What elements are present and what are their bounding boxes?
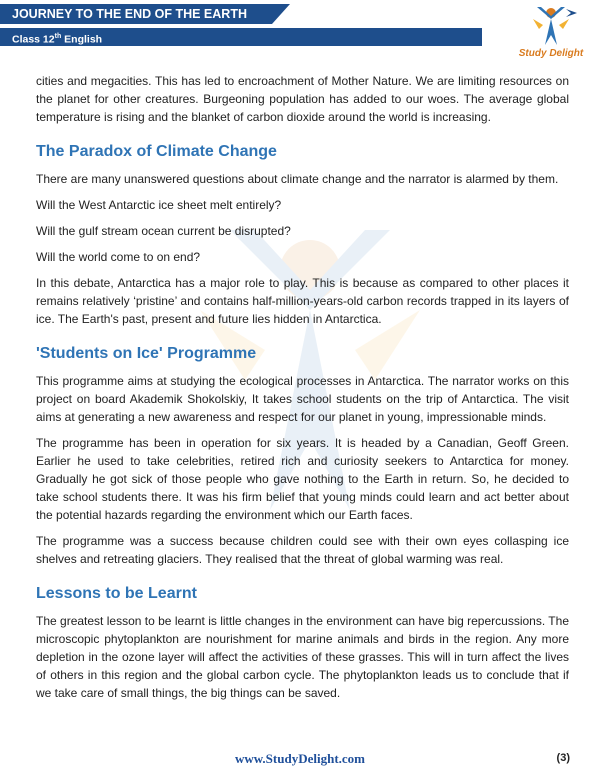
paradox-question-2: Will the gulf stream ocean current be disrupted? bbox=[36, 224, 291, 238]
heading-lessons: Lessons to be Learnt bbox=[36, 585, 197, 602]
logo-figure-icon bbox=[511, 5, 591, 49]
students-paragraph-3: The programme was a success because children could see with their own eyes collasping ice shelves and retreating glaciers. They realised that the threat of global warming was real. bbox=[36, 534, 569, 566]
page-footer bbox=[0, 751, 600, 771]
paradox-paragraph-1: There are many unanswered questions about climate change and the narrator is alarmed by them. bbox=[36, 172, 559, 186]
class-number: Class 12 bbox=[12, 33, 55, 46]
paradox-question-3: Will the world come to on end? bbox=[36, 250, 201, 264]
intro-paragraph: cities and megacities. This has led to encroachment of Mother Nature. We are limiting resources on the planet for other creatures. Burgeoning population has added to our woes. The average global temperature is rising and the blanket of carbon dioxide around the world is increasing. bbox=[36, 74, 569, 124]
paradox-question-1: Will the West Antarctic ice sheet melt entirely? bbox=[36, 198, 282, 212]
page-header bbox=[0, 0, 600, 59]
footer-website-link[interactable]: www.StudyDelight.com bbox=[234, 751, 365, 766]
logo-text: Study Delight bbox=[518, 48, 584, 59]
page-number: (3) bbox=[556, 752, 570, 764]
students-paragraph-2: The programme has been in operation for six years. It is headed by a Canadian, Geoff Green. Earlier he used to take celebrities, retired rich and curiosity seekers to Antarctica for money. Gradually he got sick of those people who gave nothing to the Earth in return. So, he decided to take school students there. It was his firm belief that young minds could learn and act better about the potential hazards regarding the environment which our Earth faces. bbox=[36, 436, 569, 522]
heading-students-on-ice: 'Students on Ice' Programme bbox=[36, 345, 257, 362]
chapter-title: JOURNEY TO THE END OF THE EARTH bbox=[0, 4, 272, 24]
study-delight-logo bbox=[511, 5, 591, 63]
heading-paradox: The Paradox of Climate Change bbox=[36, 143, 277, 160]
class-subject: English bbox=[61, 33, 103, 46]
class-label bbox=[0, 28, 482, 46]
students-paragraph-1: This programme aims at studying the ecological processes in Antarctica. The narrator works on this project on board Akademik Shokolskiy, It takes school students on the trip of Antarctica. The visit aims at generating a new awareness and respect for our planet in young, impressionable minds. bbox=[36, 374, 569, 424]
paradox-paragraph-2: In this debate, Antarctica has a major role to play. This is because as compared to other places it remains relatively ‘pristine’ and contains half-million-years-old carbon records trapped in its layers of ice. The Earth's past, present and future lies hidden in Antarctica. bbox=[36, 276, 569, 326]
class-ordinal: th bbox=[54, 33, 62, 40]
page-content bbox=[36, 72, 569, 710]
lessons-paragraph: The greatest lesson to be learnt is little changes in the environment can have big repercussions. The microscopic phytoplankton are nourishment for marine animals and birds in the region. Any more depletion in the ozone layer will affect the activities of these grasses. This will in turn affect the lives of others in this region and the global carbon cycle. The phytoplankton leads us to conclude that if we take care of small things, the big things can be saved. bbox=[36, 614, 569, 700]
